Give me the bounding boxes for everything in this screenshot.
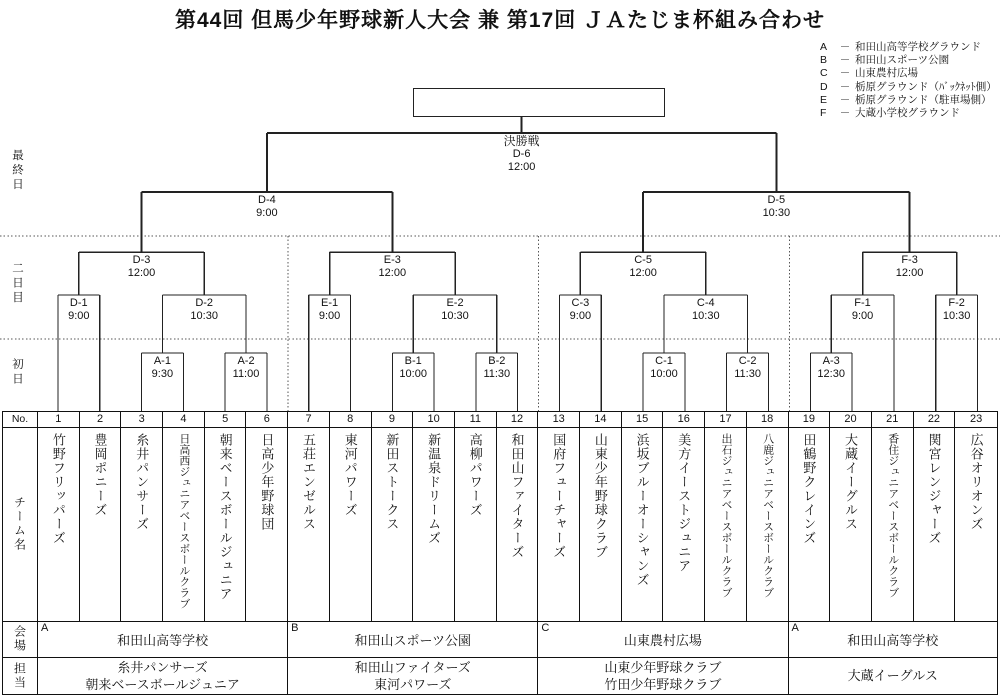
venue-cell-1 bbox=[38, 622, 288, 658]
duty-team-name: 山東少年野球クラブ bbox=[604, 659, 722, 675]
match-time: 9:00 bbox=[851, 310, 874, 322]
legend-ground-name: 和田山スポーツ公園 bbox=[855, 54, 950, 67]
match-time: 10:30 bbox=[441, 310, 469, 322]
match-E-3-label bbox=[352, 254, 432, 280]
team-name: 朝来ベースボールジュニア bbox=[217, 432, 233, 601]
match-code: B-2 bbox=[488, 355, 506, 367]
match-E-2-label bbox=[415, 297, 495, 323]
team-no-17: 17 bbox=[705, 412, 747, 428]
team-name: 東河パワーズ bbox=[342, 432, 358, 517]
team-no-15: 15 bbox=[622, 412, 664, 428]
venue-letter: C bbox=[541, 622, 550, 634]
match-code: D-3 bbox=[132, 254, 151, 266]
team-cell-16 bbox=[663, 428, 705, 623]
team-cell-17 bbox=[705, 428, 747, 623]
team-name: 国府フューチャーズ bbox=[551, 432, 567, 559]
team-cell-15 bbox=[622, 428, 664, 623]
team-no-20: 20 bbox=[830, 412, 872, 428]
match-D-1-label bbox=[39, 297, 119, 323]
duty-team-name: 大蔵イーグルス bbox=[847, 668, 938, 684]
team-cell-7 bbox=[288, 428, 330, 623]
team-name: 新田ストークス bbox=[384, 432, 400, 531]
duty-cell-4 bbox=[789, 658, 997, 695]
match-F-2-label bbox=[917, 297, 997, 323]
match-code: D-4 bbox=[258, 194, 276, 206]
day-label-2: 二日目 bbox=[11, 262, 23, 306]
venue-letter: A bbox=[791, 622, 799, 634]
match-time: 11:00 bbox=[232, 368, 260, 380]
match-time: 11:30 bbox=[734, 368, 761, 380]
team-cell-22 bbox=[914, 428, 956, 623]
team-cell-3 bbox=[121, 428, 163, 623]
team-name: 竹野フリッパーズ bbox=[50, 432, 66, 545]
team-no-21: 21 bbox=[872, 412, 914, 428]
match-code: F-1 bbox=[854, 297, 871, 309]
team-name: 糸井パンサーズ bbox=[134, 432, 150, 531]
team-no-8: 8 bbox=[330, 412, 372, 428]
match-code: C-5 bbox=[634, 254, 652, 266]
team-cell-12 bbox=[497, 428, 539, 623]
venue-name: 和田山高等学校 bbox=[117, 632, 209, 648]
match-time: 9:00 bbox=[68, 310, 90, 322]
team-cell-9 bbox=[372, 428, 414, 623]
duty-team-name: 糸井パンサーズ bbox=[117, 659, 208, 675]
team-no-16: 16 bbox=[663, 412, 705, 428]
legend-separator: － bbox=[839, 41, 851, 53]
team-name: 日高西ジュニアベースボールクラブ bbox=[177, 432, 190, 609]
team-cell-20 bbox=[830, 428, 872, 623]
venue-cell-4 bbox=[789, 622, 997, 658]
duty-team-name: 東河パワーズ bbox=[374, 676, 452, 692]
team-name: 新温泉ドリームズ bbox=[426, 432, 442, 545]
match-time: 10:30 bbox=[692, 310, 720, 322]
legend-ground-name: 大蔵小学校グラウンド bbox=[855, 107, 960, 120]
team-no-9: 9 bbox=[372, 412, 414, 428]
match-code: F-2 bbox=[948, 297, 965, 309]
duty-team-name: 朝来ベースボールジュニア bbox=[85, 676, 240, 692]
team-name: 八鹿ジュニアベースボールクラブ bbox=[761, 432, 774, 598]
duty-cell-3 bbox=[538, 658, 788, 695]
match-code: A-1 bbox=[153, 355, 171, 367]
venue-letter: B bbox=[291, 622, 299, 634]
match-time: 9:00 bbox=[569, 310, 592, 322]
team-no-2: 2 bbox=[80, 412, 122, 428]
legend-code: A bbox=[820, 41, 828, 53]
match-B-2-label bbox=[457, 355, 537, 381]
team-name: 美方イーストジュニア bbox=[676, 432, 692, 573]
duty-row-label-text: 担当 bbox=[12, 661, 27, 690]
team-name: 和田山ファイターズ bbox=[509, 432, 525, 559]
match-code: A-2 bbox=[237, 355, 255, 367]
team-no-14: 14 bbox=[580, 412, 622, 428]
team-name-row-label-text: チーム名 bbox=[12, 496, 27, 553]
team-no-22: 22 bbox=[914, 412, 956, 428]
team-no-19: 19 bbox=[789, 412, 831, 428]
team-name: 広谷オリオンズ bbox=[968, 432, 984, 531]
team-cell-8 bbox=[330, 428, 372, 623]
venue-row-label-text: 会場 bbox=[12, 625, 27, 654]
match-code: C-1 bbox=[655, 355, 673, 367]
match-F-1-label bbox=[823, 297, 903, 323]
team-cell-23 bbox=[955, 428, 997, 623]
team-cell-13 bbox=[538, 428, 580, 623]
legend-separator: － bbox=[839, 67, 851, 80]
champion-box bbox=[413, 88, 665, 117]
match-time: 10:30 bbox=[762, 207, 791, 219]
team-name: 香住ジュニアベースボールクラブ bbox=[886, 432, 899, 598]
team-cell-11 bbox=[455, 428, 497, 623]
match-A-2-label bbox=[206, 355, 286, 381]
team-name: 高柳パワーズ bbox=[467, 432, 483, 517]
legend-code: D bbox=[820, 80, 828, 93]
team-name: 日高少年野球団 bbox=[259, 432, 275, 531]
match-C-1-label bbox=[624, 355, 704, 381]
team-cell-4 bbox=[163, 428, 205, 623]
team-cell-5 bbox=[205, 428, 247, 623]
match-time: 9:30 bbox=[151, 368, 174, 380]
team-cell-6 bbox=[246, 428, 288, 623]
match-D-3-label bbox=[102, 254, 182, 280]
match-time: 10:30 bbox=[190, 310, 218, 322]
match-code: C-4 bbox=[696, 297, 715, 309]
venue-cell-3 bbox=[538, 622, 788, 658]
team-name: 田鶴野クレインズ bbox=[801, 432, 817, 545]
venue-name: 和田山高等学校 bbox=[847, 632, 939, 648]
day-label-1: 最終日 bbox=[11, 149, 23, 193]
match-time: 12:00 bbox=[378, 267, 407, 279]
legend-separator: － bbox=[839, 93, 851, 106]
match-C-2-label bbox=[708, 355, 788, 381]
match-time: 12:30 bbox=[817, 368, 845, 380]
match-time: 12:00 bbox=[895, 267, 924, 279]
legend-separator: － bbox=[839, 54, 851, 67]
match-time: 9:00 bbox=[318, 310, 341, 322]
match-code: E-2 bbox=[446, 297, 464, 309]
no-row-label: No. bbox=[3, 412, 38, 428]
team-no-13: 13 bbox=[538, 412, 580, 428]
legend-separator: － bbox=[839, 80, 851, 93]
team-cell-2 bbox=[80, 428, 122, 623]
legend-ground-name: 山東農村広場 bbox=[855, 67, 918, 80]
legend-code: C bbox=[820, 67, 828, 80]
match-time: 10:00 bbox=[399, 368, 427, 380]
venue-name: 山東農村広場 bbox=[623, 632, 702, 648]
match-D-2-label bbox=[164, 297, 244, 323]
duty-cell-2 bbox=[288, 658, 538, 695]
match-code: C-2 bbox=[738, 355, 757, 367]
match-code: E-3 bbox=[383, 254, 401, 266]
match-F-3-label bbox=[870, 254, 950, 280]
team-cell-14 bbox=[580, 428, 622, 623]
legend-ground-name: 栃原グラウンド（ﾊﾞｯｸﾈｯﾄ側） bbox=[855, 80, 997, 93]
teams-table bbox=[2, 411, 998, 695]
team-cell-19 bbox=[789, 428, 831, 623]
team-no-18: 18 bbox=[747, 412, 789, 428]
legend-separator: － bbox=[839, 107, 851, 120]
team-name: 大蔵イーグルス bbox=[843, 432, 859, 531]
venue-row-label bbox=[3, 622, 38, 658]
legend-code: F bbox=[820, 107, 827, 120]
venue-cell-2 bbox=[288, 622, 538, 658]
team-name: 豊岡ポニーズ bbox=[92, 432, 108, 517]
final-match-title: 決勝戦 bbox=[503, 134, 540, 148]
match-D-4-label bbox=[227, 194, 307, 220]
match-code: A-3 bbox=[822, 355, 840, 367]
match-code: B-1 bbox=[404, 355, 422, 367]
match-time: 10:30 bbox=[942, 310, 971, 322]
team-cell-18 bbox=[747, 428, 789, 623]
match-time: 12:00 bbox=[127, 267, 156, 279]
duty-team-name: 竹田少年野球クラブ bbox=[604, 676, 722, 692]
match-time: 11:30 bbox=[483, 368, 511, 380]
match-B-1-label bbox=[373, 355, 453, 381]
team-no-23: 23 bbox=[955, 412, 997, 428]
match-D-5-label bbox=[736, 194, 816, 220]
venue-name: 和田山スポーツ公園 bbox=[354, 632, 471, 648]
duty-team-name: 和田山ファイターズ bbox=[354, 659, 471, 675]
team-name: 浜坂ブルーオーシャンズ bbox=[634, 432, 650, 587]
match-time: 10:00 bbox=[650, 368, 678, 380]
match-code: D-2 bbox=[195, 297, 214, 309]
match-D-6-label bbox=[482, 135, 562, 174]
duty-cell-1 bbox=[38, 658, 288, 695]
venue-letter: A bbox=[41, 622, 49, 634]
team-no-10: 10 bbox=[413, 412, 455, 428]
team-name: 出石ジュニアベースボールクラブ bbox=[719, 432, 732, 598]
match-code: C-3 bbox=[571, 297, 590, 309]
team-no-11: 11 bbox=[455, 412, 497, 428]
team-cell-21 bbox=[872, 428, 914, 623]
match-time: 12:00 bbox=[629, 267, 657, 279]
day-label-3: 初日 bbox=[11, 358, 23, 387]
match-time: 9:00 bbox=[256, 207, 278, 219]
team-cell-1 bbox=[38, 428, 80, 623]
team-no-4: 4 bbox=[163, 412, 205, 428]
legend-ground-name: 和田山高等学校グラウンド bbox=[855, 41, 981, 53]
match-C-5-label bbox=[603, 254, 683, 280]
team-name-row-label bbox=[3, 428, 38, 623]
match-A-1-label bbox=[122, 355, 202, 381]
team-name: 山東少年野球クラブ bbox=[592, 432, 608, 559]
match-E-1-label bbox=[290, 297, 370, 323]
team-no-12: 12 bbox=[497, 412, 539, 428]
legend-ground-name: 栃原グラウンド（駐車場側） bbox=[855, 93, 992, 106]
match-code: D-1 bbox=[69, 297, 88, 309]
match-code: E-1 bbox=[321, 297, 339, 309]
match-C-3-label bbox=[540, 297, 620, 323]
team-cell-10 bbox=[413, 428, 455, 623]
match-C-4-label bbox=[666, 297, 746, 323]
duty-row-label bbox=[3, 658, 38, 695]
team-no-5: 5 bbox=[205, 412, 247, 428]
legend-code: E bbox=[820, 93, 828, 106]
team-no-7: 7 bbox=[288, 412, 330, 428]
team-name: 五荘エンゼルス bbox=[301, 432, 317, 531]
team-no-6: 6 bbox=[246, 412, 288, 428]
team-name: 関宮レンジャーズ bbox=[926, 432, 942, 545]
team-no-3: 3 bbox=[121, 412, 163, 428]
match-time: 12:00 bbox=[507, 161, 536, 173]
legend-code: B bbox=[820, 54, 828, 67]
match-code: D-5 bbox=[767, 194, 786, 206]
match-code: D-6 bbox=[512, 148, 531, 160]
page-title: 第44回 但馬少年野球新人大会 兼 第17回 ＪＡたじま杯組み合わせ bbox=[174, 9, 826, 32]
team-no-1: 1 bbox=[38, 412, 80, 428]
match-A-3-label bbox=[791, 355, 871, 381]
match-code: F-3 bbox=[901, 254, 918, 266]
